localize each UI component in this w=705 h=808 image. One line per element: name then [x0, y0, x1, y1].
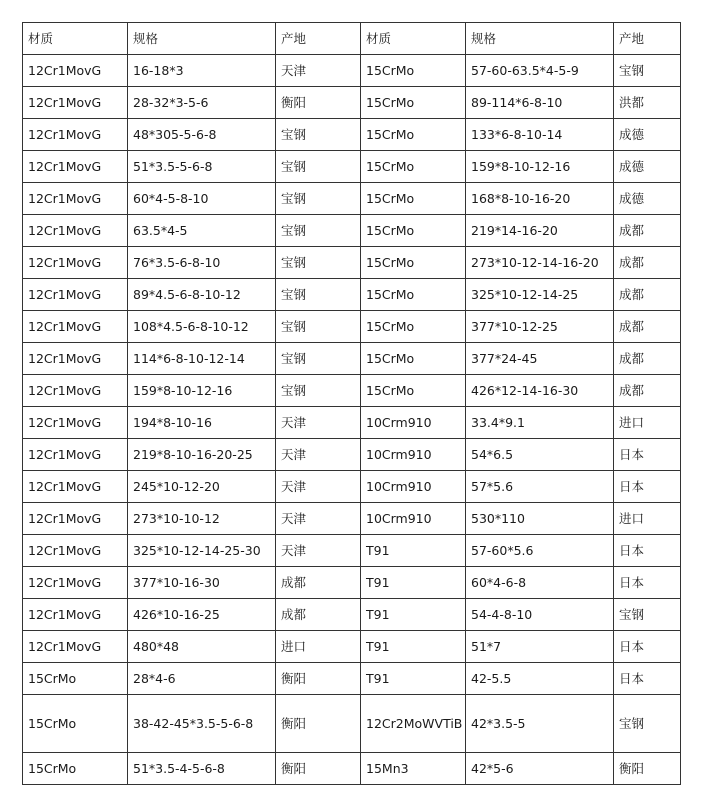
material-cell: 12Cr1MovG — [23, 247, 128, 279]
table-row — [23, 503, 681, 535]
spec-cell: 51*3.5-5-6-8 — [128, 151, 276, 183]
origin-cell: 宝钢 — [614, 695, 681, 753]
material-cell: T91 — [361, 599, 466, 631]
table-row — [23, 407, 681, 439]
origin-cell: 成都 — [614, 343, 681, 375]
origin-cell: 宝钢 — [276, 151, 361, 183]
material-cell: 12Cr1MovG — [23, 55, 128, 87]
spec-cell: 57-60*5.6 — [466, 535, 614, 567]
table-row — [23, 753, 681, 785]
material-cell: 15CrMo — [361, 87, 466, 119]
spec-cell: 48*305-5-6-8 — [128, 119, 276, 151]
spec-cell: 194*8-10-16 — [128, 407, 276, 439]
material-cell: 15CrMo — [23, 753, 128, 785]
origin-cell: 天津 — [276, 439, 361, 471]
table-row — [23, 183, 681, 215]
table-row — [23, 279, 681, 311]
origin-cell: 成德 — [614, 119, 681, 151]
origin-cell: 日本 — [614, 631, 681, 663]
origin-cell: 日本 — [614, 567, 681, 599]
origin-cell: 宝钢 — [276, 247, 361, 279]
spec-cell: 108*4.5-6-8-10-12 — [128, 311, 276, 343]
table-row — [23, 631, 681, 663]
spec-table-container — [22, 22, 681, 785]
origin-cell: 宝钢 — [276, 279, 361, 311]
table-row — [23, 151, 681, 183]
material-cell: 15CrMo — [361, 151, 466, 183]
material-cell: 12Cr1MovG — [23, 87, 128, 119]
spec-cell: 42*3.5-5 — [466, 695, 614, 753]
spec-cell: 51*3.5-4-5-6-8 — [128, 753, 276, 785]
header-origin: 产地 — [276, 23, 361, 55]
material-cell: 12Cr1MovG — [23, 535, 128, 567]
spec-cell: 57*5.6 — [466, 471, 614, 503]
material-cell: 10Crm910 — [361, 407, 466, 439]
origin-cell: 天津 — [276, 407, 361, 439]
origin-cell: 日本 — [614, 471, 681, 503]
spec-cell: 38-42-45*3.5-5-6-8 — [128, 695, 276, 753]
spec-cell: 273*10-10-12 — [128, 503, 276, 535]
material-cell: 12Cr2MoWVTiB — [361, 695, 466, 753]
material-cell: 12Cr1MovG — [23, 151, 128, 183]
material-cell: 15CrMo — [361, 279, 466, 311]
origin-cell: 宝钢 — [276, 375, 361, 407]
table-row — [23, 567, 681, 599]
table-row — [23, 663, 681, 695]
origin-cell: 成德 — [614, 183, 681, 215]
origin-cell: 衡阳 — [276, 695, 361, 753]
spec-cell: 377*10-12-25 — [466, 311, 614, 343]
material-cell: 12Cr1MovG — [23, 631, 128, 663]
material-cell: 15CrMo — [361, 311, 466, 343]
origin-cell: 成都 — [614, 375, 681, 407]
spec-cell: 133*6-8-10-14 — [466, 119, 614, 151]
table-row — [23, 535, 681, 567]
origin-cell: 衡阳 — [276, 87, 361, 119]
spec-cell: 480*48 — [128, 631, 276, 663]
spec-cell: 159*8-10-12-16 — [466, 151, 614, 183]
material-cell: 12Cr1MovG — [23, 407, 128, 439]
table-row — [23, 247, 681, 279]
material-cell: 15CrMo — [361, 343, 466, 375]
spec-cell: 168*8-10-16-20 — [466, 183, 614, 215]
spec-cell: 219*14-16-20 — [466, 215, 614, 247]
spec-cell: 245*10-12-20 — [128, 471, 276, 503]
spec-cell: 63.5*4-5 — [128, 215, 276, 247]
table-row — [23, 119, 681, 151]
steel-spec-table — [22, 22, 681, 785]
header-spec: 规格 — [466, 23, 614, 55]
spec-cell: 54*6.5 — [466, 439, 614, 471]
material-cell: T91 — [361, 631, 466, 663]
origin-cell: 宝钢 — [276, 183, 361, 215]
spec-cell: 114*6-8-10-12-14 — [128, 343, 276, 375]
origin-cell: 成都 — [614, 279, 681, 311]
spec-cell: 54-4-8-10 — [466, 599, 614, 631]
origin-cell: 成德 — [614, 151, 681, 183]
spec-cell: 16-18*3 — [128, 55, 276, 87]
origin-cell: 衡阳 — [276, 663, 361, 695]
origin-cell: 进口 — [276, 631, 361, 663]
spec-cell: 60*4-5-8-10 — [128, 183, 276, 215]
spec-cell: 89*4.5-6-8-10-12 — [128, 279, 276, 311]
origin-cell: 成都 — [276, 567, 361, 599]
spec-cell: 426*10-16-25 — [128, 599, 276, 631]
origin-cell: 进口 — [614, 407, 681, 439]
table-row — [23, 55, 681, 87]
table-row — [23, 343, 681, 375]
spec-cell: 28-32*3-5-6 — [128, 87, 276, 119]
origin-cell: 成都 — [614, 247, 681, 279]
material-cell: 10Crm910 — [361, 503, 466, 535]
material-cell: 12Cr1MovG — [23, 599, 128, 631]
header-spec: 规格 — [128, 23, 276, 55]
origin-cell: 日本 — [614, 535, 681, 567]
origin-cell: 日本 — [614, 663, 681, 695]
material-cell: T91 — [361, 567, 466, 599]
material-cell: 10Crm910 — [361, 439, 466, 471]
table-row — [23, 439, 681, 471]
material-cell: T91 — [361, 663, 466, 695]
material-cell: 15CrMo — [361, 247, 466, 279]
spec-cell: 42*5-6 — [466, 753, 614, 785]
table-header-row — [23, 23, 681, 55]
origin-cell: 宝钢 — [276, 311, 361, 343]
material-cell: 15CrMo — [23, 663, 128, 695]
material-cell: T91 — [361, 535, 466, 567]
origin-cell: 宝钢 — [276, 119, 361, 151]
material-cell: 15CrMo — [361, 375, 466, 407]
table-row — [23, 215, 681, 247]
material-cell: 12Cr1MovG — [23, 279, 128, 311]
header-material: 材质 — [23, 23, 128, 55]
material-cell: 12Cr1MovG — [23, 439, 128, 471]
material-cell: 12Cr1MovG — [23, 471, 128, 503]
spec-cell: 273*10-12-14-16-20 — [466, 247, 614, 279]
origin-cell: 衡阳 — [276, 753, 361, 785]
origin-cell: 日本 — [614, 439, 681, 471]
origin-cell: 天津 — [276, 55, 361, 87]
material-cell: 15CrMo — [361, 119, 466, 151]
material-cell: 12Cr1MovG — [23, 119, 128, 151]
material-cell: 12Cr1MovG — [23, 343, 128, 375]
spec-cell: 51*7 — [466, 631, 614, 663]
origin-cell: 洪都 — [614, 87, 681, 119]
spec-cell: 60*4-6-8 — [466, 567, 614, 599]
material-cell: 12Cr1MovG — [23, 183, 128, 215]
spec-cell: 219*8-10-16-20-25 — [128, 439, 276, 471]
origin-cell: 天津 — [276, 503, 361, 535]
material-cell: 12Cr1MovG — [23, 311, 128, 343]
material-cell: 15CrMo — [361, 215, 466, 247]
spec-cell: 89-114*6-8-10 — [466, 87, 614, 119]
origin-cell: 天津 — [276, 471, 361, 503]
material-cell: 15CrMo — [361, 55, 466, 87]
origin-cell: 宝钢 — [276, 343, 361, 375]
origin-cell: 成都 — [614, 311, 681, 343]
table-row — [23, 375, 681, 407]
origin-cell: 进口 — [614, 503, 681, 535]
spec-cell: 325*10-12-14-25-30 — [128, 535, 276, 567]
material-cell: 15CrMo — [361, 183, 466, 215]
spec-cell: 530*110 — [466, 503, 614, 535]
spec-cell: 377*24-45 — [466, 343, 614, 375]
material-cell: 15CrMo — [23, 695, 128, 753]
table-row — [23, 599, 681, 631]
material-cell: 15Mn3 — [361, 753, 466, 785]
origin-cell: 宝钢 — [614, 599, 681, 631]
spec-cell: 57-60-63.5*4-5-9 — [466, 55, 614, 87]
header-origin: 产地 — [614, 23, 681, 55]
table-row — [23, 311, 681, 343]
material-cell: 12Cr1MovG — [23, 567, 128, 599]
header-material: 材质 — [361, 23, 466, 55]
spec-cell: 377*10-16-30 — [128, 567, 276, 599]
spec-cell: 28*4-6 — [128, 663, 276, 695]
table-row — [23, 87, 681, 119]
origin-cell: 宝钢 — [614, 55, 681, 87]
spec-cell: 76*3.5-6-8-10 — [128, 247, 276, 279]
spec-cell: 42-5.5 — [466, 663, 614, 695]
spec-cell: 33.4*9.1 — [466, 407, 614, 439]
material-cell: 10Crm910 — [361, 471, 466, 503]
table-row — [23, 471, 681, 503]
origin-cell: 成都 — [276, 599, 361, 631]
table-row — [23, 695, 681, 753]
origin-cell: 衡阳 — [614, 753, 681, 785]
origin-cell: 成都 — [614, 215, 681, 247]
origin-cell: 天津 — [276, 535, 361, 567]
material-cell: 12Cr1MovG — [23, 215, 128, 247]
spec-cell: 159*8-10-12-16 — [128, 375, 276, 407]
spec-cell: 426*12-14-16-30 — [466, 375, 614, 407]
spec-cell: 325*10-12-14-25 — [466, 279, 614, 311]
origin-cell: 宝钢 — [276, 215, 361, 247]
material-cell: 12Cr1MovG — [23, 503, 128, 535]
material-cell: 12Cr1MovG — [23, 375, 128, 407]
